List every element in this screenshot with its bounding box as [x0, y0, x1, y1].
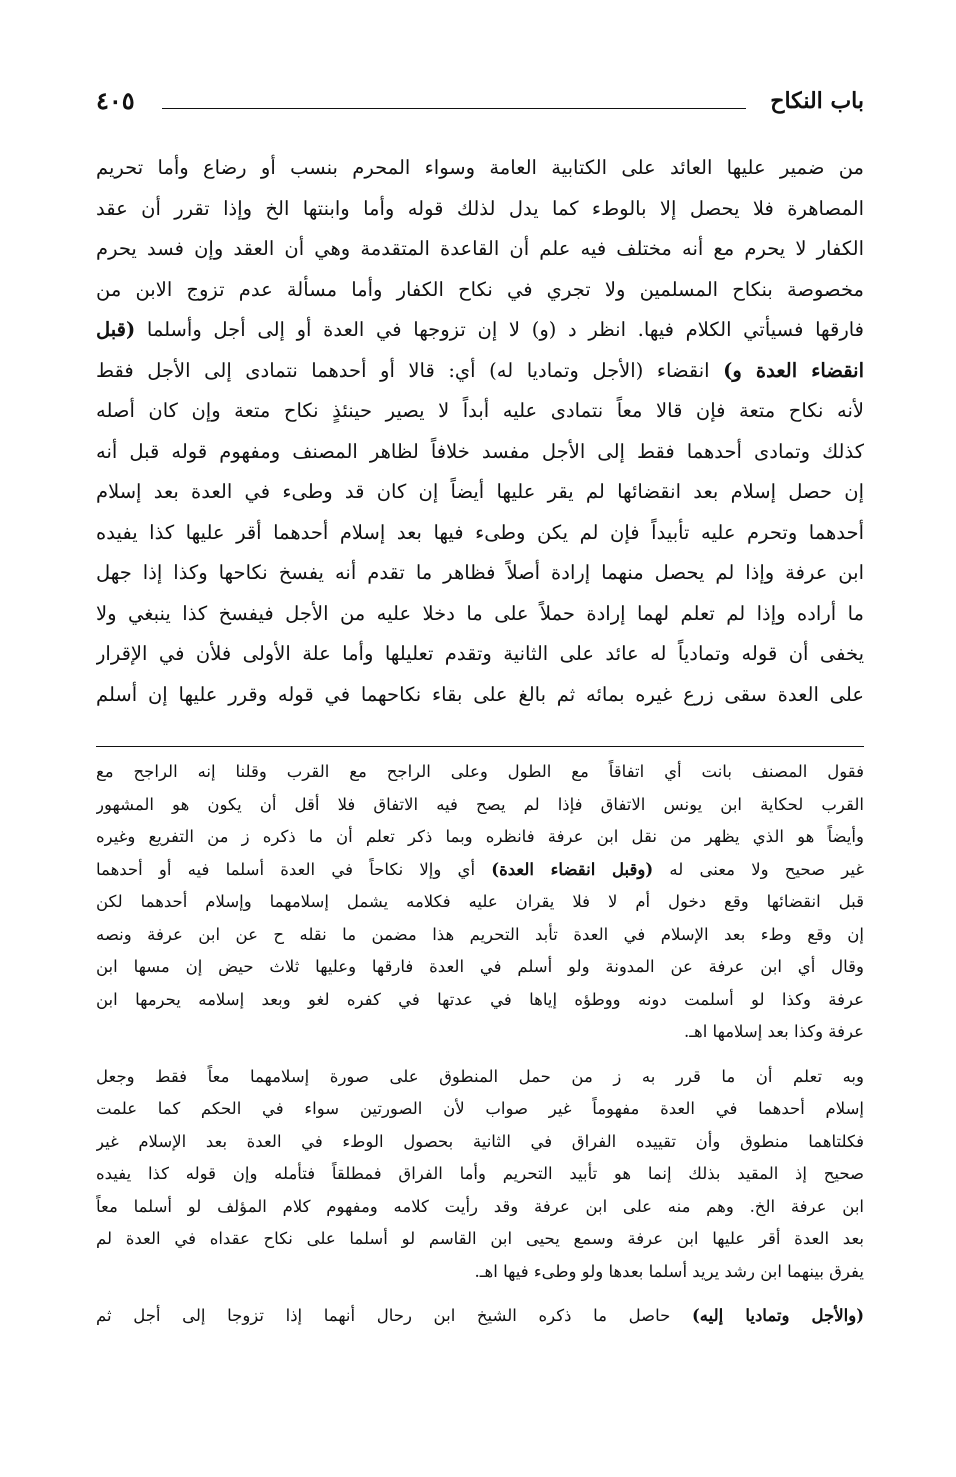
text-line: ما أراده وإذا لم تعلم لهما إرادة حملاً على ما دخلا عليه من الأجل فيفسخ كذا ينبغي ولا — [96, 601, 864, 625]
text-line: إن حصل إسلام بعد انقضائها لم يقر عليها أيضاً إن كان قد وطىء في العدة بعد إسلام — [96, 480, 864, 503]
line-text: غير صحيح ولا معنى له — [669, 859, 864, 879]
bold-phrase: (والأجل وتماديا إليه) — [691, 1306, 864, 1325]
page-header — [96, 82, 864, 122]
footnote-line: فقول المصنف بانت أي اتفاقاً مع الطول وعلى الراجح مع القرب وقلنا إنه الراجح مع — [96, 762, 864, 781]
text-line: من ضمير عليها العائد على الكتابية العامة وسواء المحرم بنسب أو رضاع وأما تحريم — [96, 156, 864, 179]
bold-phrase: (وقبل انقضاء العدة) — [491, 859, 654, 879]
line-text: فارقها فسيأتي الكلام فيها. انظر د (و) لا إن تزوجها في العدة أو إلى أجل وأسلما — [146, 318, 864, 341]
footnote-line: بعد العدة أقر عليها ابن عرفة وسمع يحيى ابن القاسم لو أسلما على نكاح عقداه في العدة لم — [96, 1229, 864, 1248]
line-text: حاصل ما ذكره الشيخ ابن رحال أنهما إذا تزوجا إلى أجل ثم — [96, 1306, 671, 1325]
bold-phrase: (قبل — [96, 318, 136, 341]
text-line: كذلك وتمادى أحدهما فقط إلى الأجل مفسد خلافاً لظاهر المصنف ومفهوم قوله قبل أنه — [96, 439, 864, 463]
header-rule — [162, 108, 746, 109]
text-line: لأنه نكاح متعة فإن قالا معاً نتمادى عليه أبداً لا يصير حينئذٍ نكاح متعة وإن كان أصله — [96, 399, 864, 422]
footnote-line: وبه تعلم أن ما قرر به ز من حمل المنطوق على صورة إسلامهما معاً فقط وجعل — [96, 1066, 864, 1086]
main-text — [96, 148, 864, 715]
bold-phrase: انقضاء العدة و) — [723, 358, 864, 382]
footnotes — [96, 756, 864, 1333]
footnote-line: يفرق بينهما ابن رشد يريد أسلما بعدها ولو وطىء فيها اهـ. — [474, 1261, 864, 1281]
footnote-separator — [96, 746, 864, 747]
text-line: مخصوصة بنكاح المسلمين ولا تجري في نكاح الكفار وأما مسألة عدم تزوج الابن من — [96, 277, 864, 301]
text-line: أحدهما وتحرم عليه تأبيداً فإن لم يكن وطىء فيها بعد إسلام أحدهما أقر عليها كذا يفيده — [96, 520, 864, 544]
footnote-line: وأيضاً هو الذي يظهر من نقل ابن عرفة فانظره وبما ذكر تعلم أن ما ذكره ز من التفريع وغيره — [96, 827, 864, 846]
paragraph-gap — [96, 1049, 864, 1061]
footnote-line — [96, 1300, 864, 1333]
footnote-line: القرب لحكاية ابن يونس الاتفاق فإذا لم يصح فيه الاتفاق فلا أقل أن يكون هو المشهور — [96, 794, 864, 814]
footnote-line: عرفة وكذا لو أسلمت دونه ووطؤه إياها في عدتها في كفره لغو وبعد إسلامه يحرمها ابن — [96, 989, 864, 1009]
footnote-line: فكلتاهما منطوق وأن تقييده الفراق في الثانية بحصول الوطء في العدة بعد الإسلام غير — [96, 1131, 864, 1151]
line-text: انقضاء (الأجل وتماديا له) أي: قالا أو أحدهما نتمادى إلى الأجل فقط — [96, 358, 710, 382]
text-line — [96, 310, 864, 351]
footnote-line: إن وقع وطء بعد الإسلام في العدة تأبد التحريم هذا مضمن ما نقله ح عن ابن عرفة ونصه — [96, 924, 864, 944]
footnote-line: وقال أي ابن عرفة عن المدونة ولو أسلم في العدة فارقها وعليها ثلاث حيض إن مسها ابن — [96, 957, 864, 976]
footnote-line: قبل انقضائها وقع دخول أم لا فلا يقران عليه فكلامه يشمل إسلامهما وإسلام أحدهما لكن — [96, 892, 864, 911]
footnote-line: إسلام أحدهما في العدة مفهوماً غير صواب لأن الصورتين سواء في الحكم كما علمت — [96, 1099, 864, 1118]
line-text: أي وإلا نكاحاً في العدة أسلما فيه أو أحدهما — [96, 859, 476, 879]
chapter-title: باب النكاح — [770, 88, 864, 114]
text-line: الكفار لا يحرم مع أنه مختلف فيه علم أن القاعدة المتقدمة وهي أن العقد وإن فسد يحرم — [96, 237, 864, 260]
text-line: المصاهرة فلا يحصل إلا بالوطء كما يدل لذلك قوله وأما وابنتها الخ وإذا تقرر أن عقد — [96, 196, 864, 220]
footnote-line — [96, 854, 864, 887]
page-number: ٤٠٥ — [96, 86, 135, 115]
footnote-line: عرفة وكذا بعد إسلامها اهـ. — [683, 1022, 864, 1041]
footnote-line: ابن عرفة الخ. وهم منه على ابن عرفة وقد رأيت كلامه ومفهوم كلام المؤلف لو أسلما معاً — [96, 1196, 864, 1216]
text-line — [96, 351, 864, 392]
paragraph-gap — [96, 1288, 864, 1300]
text-line: يخفى أن قوله وتمادياً له عائد على الثانية وتقدم تعليلها وأما علة الأولى فلأن في الإقرار — [96, 642, 864, 665]
footnote-line: صحيح إذ المقيد بذلك إنما هو تأبيد التحريم وأما الفراق فمطلقاً فتأمله وإن قوله كذا يفيده — [96, 1164, 864, 1183]
text-line: على العدة سقى زرع غيره بمائه ثم بالغ على بقاء نكاحهما في قوله وقرر عليها إن أسلم — [96, 682, 864, 706]
text-line: ابن عرفة وإذا لم يحصل منهما إرادة أصلاً فظاهر ما تقدم أنه يفسخ نكاحها وكذا إذا جهل — [96, 561, 864, 584]
